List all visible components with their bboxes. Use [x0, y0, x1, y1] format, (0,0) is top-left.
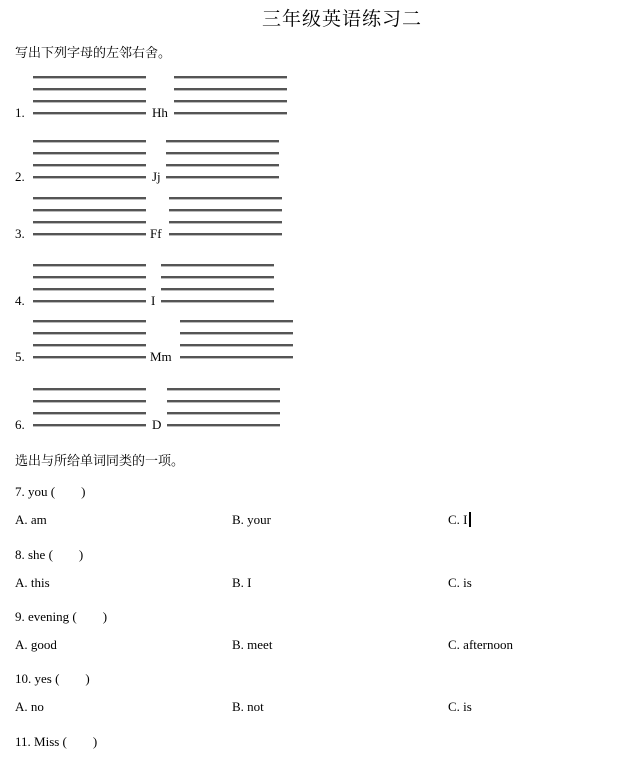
section1-instruction: 写出下列字母的左邻右舍。 — [15, 46, 172, 61]
left-blank-line[interactable] — [33, 140, 146, 143]
right-blank-line[interactable] — [166, 152, 279, 155]
left-blank-line[interactable] — [33, 300, 146, 303]
right-blank-line[interactable] — [174, 76, 287, 79]
item-number: 6. — [15, 417, 25, 432]
left-blank-line[interactable] — [33, 276, 146, 279]
left-blank-line[interactable] — [33, 152, 146, 155]
left-blank-line[interactable] — [33, 400, 146, 403]
left-blank-line[interactable] — [33, 112, 146, 115]
letter-item — [0, 321, 639, 381]
letter-item — [0, 265, 639, 325]
option-c[interactable] — [448, 512, 471, 528]
right-blank-line[interactable] — [167, 388, 280, 391]
item-letter: Ff — [150, 226, 162, 241]
right-blank-line[interactable] — [169, 197, 282, 200]
option-a[interactable]: A. no — [15, 699, 44, 714]
left-blank-line[interactable] — [33, 100, 146, 103]
left-blank-line[interactable] — [33, 288, 146, 291]
item-number: 2. — [15, 169, 25, 184]
option-c[interactable] — [448, 637, 513, 653]
right-blank-line[interactable] — [180, 332, 293, 335]
question-text: 11. Miss ( ) — [15, 734, 98, 749]
letter-item — [0, 198, 639, 258]
left-blank-line[interactable] — [33, 424, 146, 427]
option-a[interactable]: A. am — [15, 512, 47, 527]
section2-instruction: 选出与所给单词同类的一项。 — [15, 454, 185, 469]
left-blank-line[interactable] — [33, 164, 146, 167]
left-blank-line[interactable] — [33, 88, 146, 91]
right-blank-line[interactable] — [167, 400, 280, 403]
item-letter: Jj — [152, 169, 161, 184]
right-blank-line[interactable] — [166, 176, 279, 179]
right-blank-line[interactable] — [169, 233, 282, 236]
right-blank-line[interactable] — [180, 320, 293, 323]
item-number: 1. — [15, 105, 25, 120]
item-number: 3. — [15, 226, 25, 241]
right-blank-line[interactable] — [174, 100, 287, 103]
right-blank-line[interactable] — [166, 164, 279, 167]
left-blank-line[interactable] — [33, 332, 146, 335]
letter-item — [0, 141, 639, 201]
right-blank-line[interactable] — [161, 264, 274, 267]
left-blank-line[interactable] — [33, 344, 146, 347]
left-blank-line[interactable] — [33, 209, 146, 212]
left-blank-line[interactable] — [33, 320, 146, 323]
option-a[interactable]: A. this — [15, 575, 50, 590]
right-blank-line[interactable] — [169, 209, 282, 212]
left-blank-line[interactable] — [33, 221, 146, 224]
option-b[interactable]: B. meet — [232, 637, 273, 652]
question-text: 7. you ( ) — [15, 484, 86, 499]
item-number: 5. — [15, 349, 25, 364]
right-blank-line[interactable] — [180, 344, 293, 347]
letter-item — [0, 389, 639, 449]
left-blank-line[interactable] — [33, 388, 146, 391]
option-c-label: C. is — [448, 575, 472, 590]
option-b[interactable]: B. not — [232, 699, 264, 714]
item-number: 4. — [15, 293, 25, 308]
option-c-label: C. is — [448, 699, 472, 714]
option-c[interactable] — [448, 575, 472, 591]
text-cursor — [469, 512, 471, 527]
right-blank-line[interactable] — [167, 412, 280, 415]
right-blank-line[interactable] — [174, 112, 287, 115]
item-letter: Mm — [150, 349, 172, 364]
right-blank-line[interactable] — [169, 221, 282, 224]
right-blank-line[interactable] — [161, 288, 274, 291]
question-text: 10. yes ( ) — [15, 671, 90, 686]
option-c-label: C. afternoon — [448, 637, 513, 652]
question-text: 8. she ( ) — [15, 547, 84, 562]
left-blank-line[interactable] — [33, 176, 146, 179]
option-b[interactable]: B. I — [232, 575, 252, 590]
right-blank-line[interactable] — [167, 424, 280, 427]
page-title: 三年级英语练习二 — [261, 8, 422, 30]
item-letter: I — [151, 293, 156, 308]
left-blank-line[interactable] — [33, 356, 146, 359]
option-b[interactable]: B. your — [232, 512, 271, 527]
left-blank-line[interactable] — [33, 264, 146, 267]
question-text: 9. evening ( ) — [15, 609, 108, 624]
right-blank-line[interactable] — [180, 356, 293, 359]
option-c[interactable] — [448, 699, 472, 715]
left-blank-line[interactable] — [33, 76, 146, 79]
option-a[interactable]: A. good — [15, 637, 57, 652]
right-blank-line[interactable] — [166, 140, 279, 143]
left-blank-line[interactable] — [33, 233, 146, 236]
left-blank-line[interactable] — [33, 412, 146, 415]
right-blank-line[interactable] — [174, 88, 287, 91]
option-c-label: C. I — [448, 512, 468, 527]
left-blank-line[interactable] — [33, 197, 146, 200]
item-letter: Hh — [152, 105, 168, 120]
letter-item — [0, 77, 639, 137]
item-letter: D — [152, 417, 162, 432]
right-blank-line[interactable] — [161, 276, 274, 279]
right-blank-line[interactable] — [161, 300, 274, 303]
